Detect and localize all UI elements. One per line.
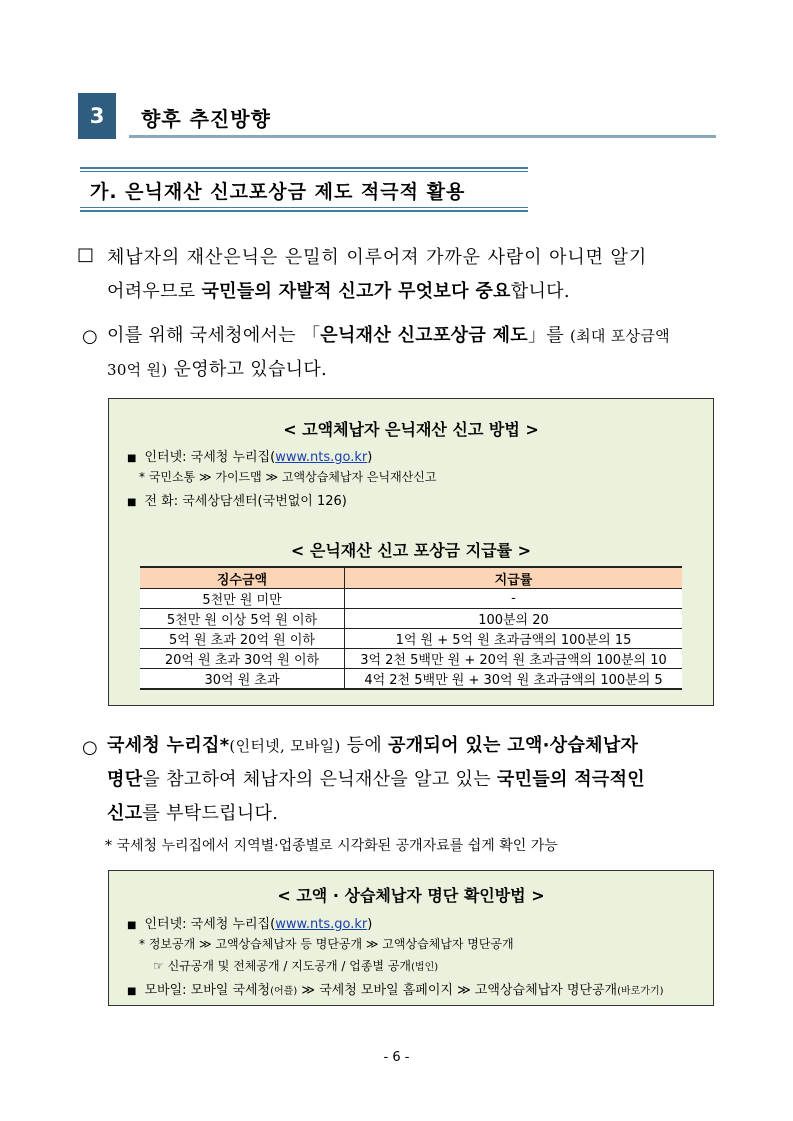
internet-note: * 국민소통 ≫ 가이드맵 ≫ 고액상습체납자 은닉재산신고 bbox=[139, 470, 437, 484]
internet-line bbox=[127, 446, 372, 465]
table-row bbox=[140, 609, 682, 629]
small-text: (인터넷, 모바일) bbox=[229, 737, 341, 755]
text: 을 참고하여 체납자의 은닉재산을 알고 있는 bbox=[142, 769, 497, 790]
text: 합니다. bbox=[510, 281, 570, 302]
paragraph-3-line-2 bbox=[107, 763, 727, 797]
table-header-row bbox=[140, 567, 682, 589]
header-payment-rate: 지급률 bbox=[345, 567, 683, 589]
circle-bullet-icon: ○ bbox=[82, 737, 98, 758]
small-text: (어플) bbox=[270, 986, 298, 997]
small-text: 30억 원) bbox=[107, 361, 168, 379]
square-bullet-icon: ■ bbox=[127, 453, 137, 464]
table-row bbox=[140, 629, 682, 649]
text: 신규공개 및 전체공개 / 지도공개 / 업종별 공개 bbox=[163, 959, 412, 973]
emphasis: 은닉재산 신고포상금 제도 bbox=[320, 325, 528, 346]
text: 를 부탁드립니다. bbox=[142, 803, 279, 824]
internet-note-1: * 정보공개 ≫ 고액상습체납자 등 명단공개 ≫ 고액상습체납자 명단공개 bbox=[139, 937, 514, 951]
nts-link[interactable]: www.nts.go.kr bbox=[275, 450, 368, 465]
table-cell: 100분의 20 bbox=[345, 609, 683, 629]
square-bullet-icon: ■ bbox=[127, 920, 137, 931]
report-method-title: < 고액체납자 은닉재산 신고 방법 > bbox=[283, 420, 539, 439]
emphasis: 신고 bbox=[107, 803, 143, 824]
page-number: - 6 - bbox=[383, 1050, 410, 1065]
emphasis: 국세청 누리집 bbox=[107, 735, 220, 756]
section-rule bbox=[129, 135, 716, 138]
text: 인터넷: 국세청 누리집( bbox=[144, 450, 276, 465]
table-row bbox=[140, 669, 682, 690]
table-cell: 4억 2천 5백만 원 + 30억 원 초과금액의 100분의 5 bbox=[345, 669, 683, 690]
pointing-hand-icon: ☞ bbox=[153, 959, 164, 973]
internet-line bbox=[127, 913, 372, 932]
table-cell: - bbox=[345, 589, 683, 609]
table-row bbox=[140, 649, 682, 669]
square-bullet-icon: ■ bbox=[127, 986, 137, 997]
paragraph-2 bbox=[107, 319, 727, 387]
section-title: 향후 추진방향 bbox=[141, 107, 271, 131]
text: ) bbox=[367, 917, 373, 932]
text: 인터넷: 국세청 누리집( bbox=[144, 917, 276, 932]
text: ) bbox=[367, 450, 373, 465]
table-row bbox=[140, 589, 682, 609]
list-check-title: < 고액 · 상습체납자 명단 확인방법 > bbox=[277, 886, 545, 905]
paragraph-2-line-2 bbox=[107, 353, 727, 387]
list-check-box bbox=[108, 870, 714, 1006]
mobile-line bbox=[127, 979, 664, 998]
table-cell: 5억 원 초과 20억 원 이하 bbox=[140, 629, 345, 649]
square-bullet-icon: □ bbox=[77, 244, 95, 265]
table-cell: 3억 2천 5백만 원 + 20억 원 초과금액의 100분의 10 bbox=[345, 649, 683, 669]
table-cell: 30억 원 초과 bbox=[140, 669, 345, 690]
table-cell: 5천만 원 이상 5억 원 이하 bbox=[140, 609, 345, 629]
table-cell: 20억 원 초과 30억 원 이하 bbox=[140, 649, 345, 669]
paragraph-1-line-1: 체납자의 재산은닉은 은밀히 이루어져 가까운 사람이 아니면 알기 bbox=[107, 247, 648, 268]
square-bullet-icon: ■ bbox=[127, 497, 137, 508]
paragraph-2-line-1 bbox=[107, 319, 727, 353]
internet-note-2 bbox=[153, 957, 438, 974]
small-text: (바로가기) bbox=[617, 986, 664, 997]
small-text: (법인) bbox=[411, 962, 439, 973]
emphasis: 국민들의 자발적 신고가 무엇보다 중요 bbox=[201, 281, 511, 302]
emphasis: 명단 bbox=[107, 769, 143, 790]
section-number: 3 bbox=[78, 93, 116, 139]
nts-link[interactable]: www.nts.go.kr bbox=[275, 917, 368, 932]
text: 」를 bbox=[527, 325, 570, 346]
text: ≫ 국세청 모바일 홈페이지 ≫ 고액상습체납자 명단공개 bbox=[297, 983, 618, 998]
table-cell: 5천만 원 미만 bbox=[140, 589, 345, 609]
text: 이를 위해 국세청에서는 「 bbox=[107, 325, 321, 346]
circle-bullet-icon: ○ bbox=[82, 326, 98, 347]
phone-line bbox=[127, 490, 347, 509]
text: 어려우므로 bbox=[107, 281, 202, 302]
paragraph-1-line-2 bbox=[107, 275, 727, 309]
paragraph-3-line-1 bbox=[107, 729, 727, 763]
footnote-star: * bbox=[219, 735, 230, 756]
paragraph-1 bbox=[107, 241, 727, 309]
subsection-title: 가. 은닉재산 신고포상금 제도 적극적 활용 bbox=[90, 181, 466, 203]
paragraph-3-line-3 bbox=[107, 797, 727, 831]
reward-rate-table bbox=[140, 566, 682, 690]
header-collected-amount: 징수금액 bbox=[140, 567, 345, 589]
text: 모바일: 모바일 국세청 bbox=[144, 983, 271, 998]
table-cell: 1억 원 + 5억 원 초과금액의 100분의 15 bbox=[345, 629, 683, 649]
paragraph-3 bbox=[107, 729, 727, 831]
text: 전 화: 국세상담센터(국번없이 126) bbox=[144, 494, 347, 509]
text: 등에 bbox=[340, 735, 389, 756]
emphasis: 국민들의 적극적인 bbox=[496, 769, 645, 790]
small-text: (최대 포상금액 bbox=[569, 327, 670, 345]
reward-table-title: < 은닉재산 신고 포상금 지급률 > bbox=[290, 541, 532, 560]
text: 운영하고 있습니다. bbox=[167, 359, 328, 380]
emphasis: 공개되어 있는 고액·상습체납자 bbox=[388, 735, 639, 756]
footnote: * 국세청 누리집에서 지역별·업종별로 시각화된 공개자료를 쉽게 확인 가능 bbox=[105, 838, 558, 854]
